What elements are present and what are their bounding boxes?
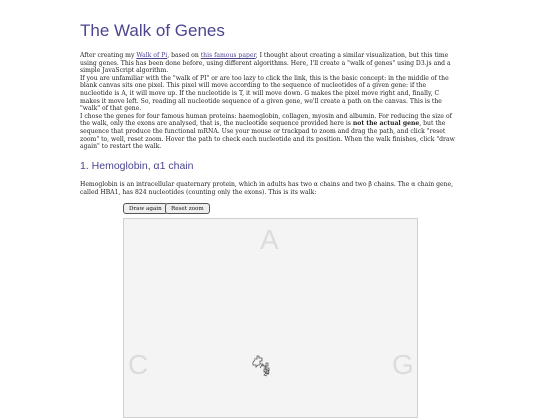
reset-zoom-button[interactable]: Reset zoom bbox=[165, 203, 210, 214]
intro-paragraph-3 bbox=[80, 113, 458, 151]
draw-again-button[interactable]: Draw again bbox=[123, 203, 168, 214]
page-title: The Walk of Genes bbox=[80, 21, 225, 40]
gene-walk-path[interactable] bbox=[124, 219, 419, 419]
intro-text-segment: , I thought about creating a similar visualization, but this time using genes. This has been done before, using different algorithms. Here, I'll create a "walk of genes" using D3.js and a simple JavaScript algorithm. bbox=[80, 52, 451, 75]
intro-text-segment: , but the sequence that produce the functional mRNA. Use your mouse or trackpad to zoom and drag the path, and click "reset zoom" to, well, reset zoom. Hover the path to check each nucleotide and its position. When the walk finishes, click "draw again" to restart the walk. bbox=[80, 120, 455, 151]
intro-paragraph-1 bbox=[80, 52, 458, 75]
section-heading-hemoglobin: 1. Hemoglobin, α1 chain bbox=[80, 160, 194, 172]
walk-path-group bbox=[253, 356, 269, 376]
intro-text-segment: After creating my bbox=[80, 52, 137, 59]
label-g-right: G bbox=[392, 349, 414, 380]
section-description bbox=[80, 181, 458, 196]
walk-path bbox=[253, 356, 269, 376]
intro-text bbox=[80, 52, 458, 151]
famous-paper-link[interactable]: this famous paper bbox=[200, 52, 256, 59]
intro-text-segment: I chose the genes for four famous human proteins: haemoglobin, collagen, myosin and albumin. For reducing the size of the walk, only the exons are analysed, that is, the nucleotide sequence provided here is bbox=[80, 112, 452, 128]
emphasis-text: not the actual gene bbox=[352, 120, 420, 128]
intro-text-segment: , based on bbox=[167, 52, 201, 59]
hemoglobin-description: Hemoglobin is an intracellular quaternary protein, which in adults has two α chains and two β chains. The α chain gene, called HBA1, has 824 nucleotides (counting only the exons). This is its walk: bbox=[80, 181, 454, 196]
walk-of-pi-link[interactable]: Walk of Pi bbox=[136, 52, 168, 59]
walk-canvas[interactable] bbox=[123, 218, 418, 418]
label-a-up: A bbox=[260, 224, 279, 255]
intro-paragraph-2: If you are unfamiliar with the "walk of PI" or are too lazy to click the link, this is the basic concept: in the middle of the blank canvas sits one pixel. This pixel will move according to the sequence of nucleotides of a given gene: if the nucleotide is A, it will move up. If the nucleotide is T, it will move down. G makes the pixel move right and, finally, C makes it move left. So, reading all nucleotide sequence of a given gene, we'll create a path on the canvas. This is the "walk" of that gene. bbox=[80, 74, 449, 113]
label-c-left: C bbox=[128, 349, 149, 380]
